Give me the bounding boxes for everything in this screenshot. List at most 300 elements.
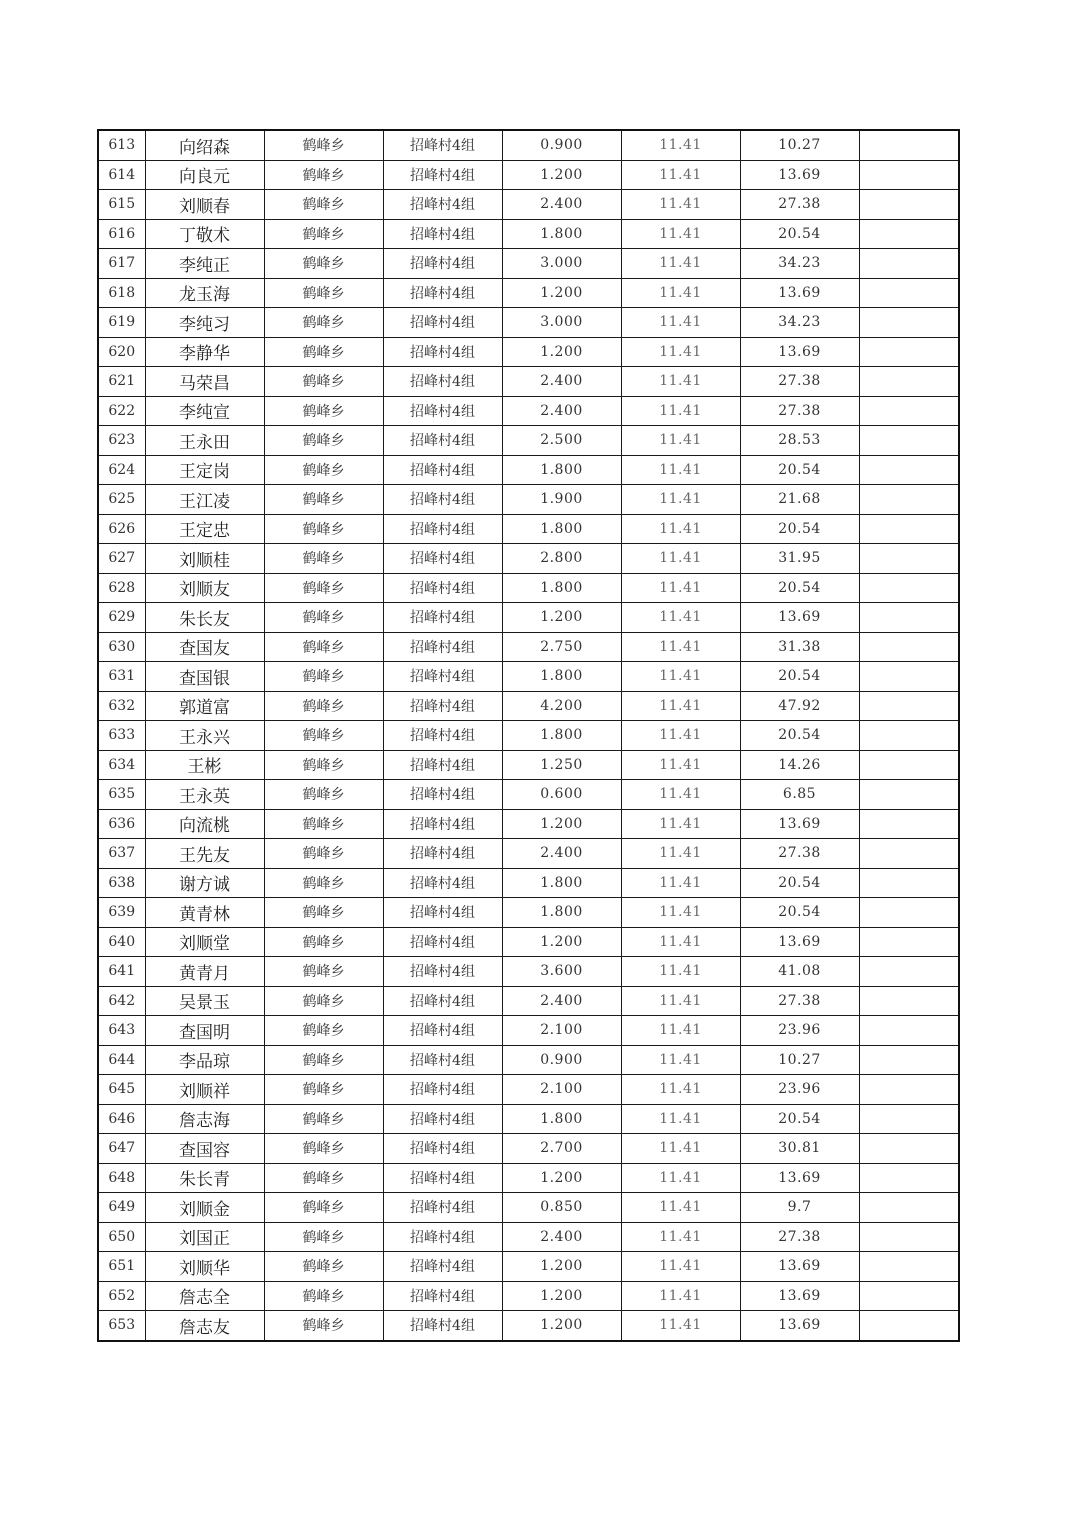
row-number-cell: 653 xyxy=(98,1311,145,1341)
name-cell: 詹志友 xyxy=(145,1311,264,1341)
township-cell: 鹤峰乡 xyxy=(264,1281,383,1311)
table-row xyxy=(98,1281,959,1311)
area-cell: 2.700 xyxy=(502,1134,621,1164)
row-number-cell: 628 xyxy=(98,573,145,603)
table-row xyxy=(98,1222,959,1252)
township-cell: 鹤峰乡 xyxy=(264,278,383,308)
amount-cell: 27.38 xyxy=(740,367,859,397)
area-cell: 4.200 xyxy=(502,691,621,721)
remark-cell xyxy=(859,839,959,869)
township-cell: 鹤峰乡 xyxy=(264,1016,383,1046)
remark-cell xyxy=(859,1281,959,1311)
name-cell: 王永田 xyxy=(145,426,264,456)
remark-cell xyxy=(859,898,959,928)
amount-cell: 20.54 xyxy=(740,1104,859,1134)
village-group-cell: 招峰村4组 xyxy=(383,278,502,308)
remark-cell xyxy=(859,544,959,574)
table-row xyxy=(98,691,959,721)
table-row xyxy=(98,780,959,810)
amount-cell: 10.27 xyxy=(740,1045,859,1075)
name-cell: 查国友 xyxy=(145,632,264,662)
remark-cell xyxy=(859,603,959,633)
amount-cell: 47.92 xyxy=(740,691,859,721)
remark-cell xyxy=(859,1311,959,1341)
row-number-cell: 613 xyxy=(98,130,145,160)
township-cell: 鹤峰乡 xyxy=(264,396,383,426)
remark-cell xyxy=(859,691,959,721)
row-number-cell: 631 xyxy=(98,662,145,692)
township-cell: 鹤峰乡 xyxy=(264,1222,383,1252)
name-cell: 刘顺华 xyxy=(145,1252,264,1282)
unit-price-cell: 11.41 xyxy=(621,367,740,397)
amount-cell: 20.54 xyxy=(740,514,859,544)
unit-price-cell: 11.41 xyxy=(621,1104,740,1134)
township-cell: 鹤峰乡 xyxy=(264,1311,383,1341)
area-cell: 1.200 xyxy=(502,809,621,839)
village-group-cell: 招峰村4组 xyxy=(383,160,502,190)
unit-price-cell: 11.41 xyxy=(621,455,740,485)
name-cell: 查国明 xyxy=(145,1016,264,1046)
village-group-cell: 招峰村4组 xyxy=(383,485,502,515)
area-cell: 1.800 xyxy=(502,573,621,603)
village-group-cell: 招峰村4组 xyxy=(383,1045,502,1075)
township-cell: 鹤峰乡 xyxy=(264,190,383,220)
name-cell: 李纯宣 xyxy=(145,396,264,426)
unit-price-cell: 11.41 xyxy=(621,986,740,1016)
amount-cell: 21.68 xyxy=(740,485,859,515)
remark-cell xyxy=(859,632,959,662)
township-cell: 鹤峰乡 xyxy=(264,337,383,367)
remark-cell xyxy=(859,485,959,515)
area-cell: 1.200 xyxy=(502,160,621,190)
remark-cell xyxy=(859,750,959,780)
row-number-cell: 647 xyxy=(98,1134,145,1164)
name-cell: 王彬 xyxy=(145,750,264,780)
area-cell: 2.100 xyxy=(502,1016,621,1046)
unit-price-cell: 11.41 xyxy=(621,750,740,780)
row-number-cell: 629 xyxy=(98,603,145,633)
row-number-cell: 637 xyxy=(98,839,145,869)
amount-cell: 34.23 xyxy=(740,249,859,279)
remark-cell xyxy=(859,1163,959,1193)
township-cell: 鹤峰乡 xyxy=(264,514,383,544)
unit-price-cell: 11.41 xyxy=(621,721,740,751)
unit-price-cell: 11.41 xyxy=(621,1311,740,1341)
area-cell: 0.900 xyxy=(502,1045,621,1075)
township-cell: 鹤峰乡 xyxy=(264,662,383,692)
unit-price-cell: 11.41 xyxy=(621,898,740,928)
unit-price-cell: 11.41 xyxy=(621,278,740,308)
remark-cell xyxy=(859,1075,959,1105)
area-cell: 3.600 xyxy=(502,957,621,987)
village-group-cell: 招峰村4组 xyxy=(383,249,502,279)
name-cell: 王定忠 xyxy=(145,514,264,544)
township-cell: 鹤峰乡 xyxy=(264,898,383,928)
table-row xyxy=(98,750,959,780)
unit-price-cell: 11.41 xyxy=(621,160,740,190)
unit-price-cell: 11.41 xyxy=(621,1163,740,1193)
row-number-cell: 620 xyxy=(98,337,145,367)
village-group-cell: 招峰村4组 xyxy=(383,1134,502,1164)
table-row xyxy=(98,219,959,249)
area-cell: 2.100 xyxy=(502,1075,621,1105)
name-cell: 王江凌 xyxy=(145,485,264,515)
table-body xyxy=(98,130,959,1341)
remark-cell xyxy=(859,337,959,367)
unit-price-cell: 11.41 xyxy=(621,603,740,633)
township-cell: 鹤峰乡 xyxy=(264,130,383,160)
table-row xyxy=(98,957,959,987)
area-cell: 2.400 xyxy=(502,1222,621,1252)
name-cell: 王永兴 xyxy=(145,721,264,751)
township-cell: 鹤峰乡 xyxy=(264,219,383,249)
remark-cell xyxy=(859,1252,959,1282)
township-cell: 鹤峰乡 xyxy=(264,367,383,397)
unit-price-cell: 11.41 xyxy=(621,1045,740,1075)
amount-cell: 13.69 xyxy=(740,160,859,190)
area-cell: 1.200 xyxy=(502,337,621,367)
village-group-cell: 招峰村4组 xyxy=(383,130,502,160)
row-number-cell: 625 xyxy=(98,485,145,515)
area-cell: 1.900 xyxy=(502,485,621,515)
remark-cell xyxy=(859,662,959,692)
row-number-cell: 650 xyxy=(98,1222,145,1252)
amount-cell: 13.69 xyxy=(740,809,859,839)
row-number-cell: 619 xyxy=(98,308,145,338)
amount-cell: 27.38 xyxy=(740,396,859,426)
township-cell: 鹤峰乡 xyxy=(264,839,383,869)
remark-cell xyxy=(859,190,959,220)
area-cell: 1.200 xyxy=(502,1163,621,1193)
township-cell: 鹤峰乡 xyxy=(264,632,383,662)
unit-price-cell: 11.41 xyxy=(621,426,740,456)
table-row xyxy=(98,278,959,308)
remark-cell xyxy=(859,249,959,279)
township-cell: 鹤峰乡 xyxy=(264,455,383,485)
row-number-cell: 616 xyxy=(98,219,145,249)
unit-price-cell: 11.41 xyxy=(621,780,740,810)
table-row xyxy=(98,721,959,751)
table-row xyxy=(98,603,959,633)
row-number-cell: 618 xyxy=(98,278,145,308)
unit-price-cell: 11.41 xyxy=(621,1222,740,1252)
township-cell: 鹤峰乡 xyxy=(264,485,383,515)
remark-cell xyxy=(859,1134,959,1164)
unit-price-cell: 11.41 xyxy=(621,308,740,338)
name-cell: 詹志全 xyxy=(145,1281,264,1311)
remark-cell xyxy=(859,219,959,249)
unit-price-cell: 11.41 xyxy=(621,337,740,367)
township-cell: 鹤峰乡 xyxy=(264,160,383,190)
name-cell: 李纯正 xyxy=(145,249,264,279)
area-cell: 3.000 xyxy=(502,249,621,279)
name-cell: 刘顺金 xyxy=(145,1193,264,1223)
village-group-cell: 招峰村4组 xyxy=(383,1281,502,1311)
village-group-cell: 招峰村4组 xyxy=(383,662,502,692)
unit-price-cell: 11.41 xyxy=(621,514,740,544)
name-cell: 郭道富 xyxy=(145,691,264,721)
village-group-cell: 招峰村4组 xyxy=(383,750,502,780)
name-cell: 王永英 xyxy=(145,780,264,810)
amount-cell: 34.23 xyxy=(740,308,859,338)
table-row xyxy=(98,160,959,190)
remark-cell xyxy=(859,308,959,338)
village-group-cell: 招峰村4组 xyxy=(383,1222,502,1252)
unit-price-cell: 11.41 xyxy=(621,662,740,692)
row-number-cell: 643 xyxy=(98,1016,145,1046)
village-group-cell: 招峰村4组 xyxy=(383,603,502,633)
amount-cell: 13.69 xyxy=(740,927,859,957)
village-group-cell: 招峰村4组 xyxy=(383,1075,502,1105)
remark-cell xyxy=(859,1104,959,1134)
village-group-cell: 招峰村4组 xyxy=(383,367,502,397)
table-row xyxy=(98,249,959,279)
township-cell: 鹤峰乡 xyxy=(264,249,383,279)
unit-price-cell: 11.41 xyxy=(621,839,740,869)
unit-price-cell: 11.41 xyxy=(621,573,740,603)
table-row xyxy=(98,367,959,397)
remark-cell xyxy=(859,396,959,426)
amount-cell: 20.54 xyxy=(740,898,859,928)
table-row xyxy=(98,1163,959,1193)
table-row xyxy=(98,662,959,692)
village-group-cell: 招峰村4组 xyxy=(383,898,502,928)
amount-cell: 30.81 xyxy=(740,1134,859,1164)
township-cell: 鹤峰乡 xyxy=(264,691,383,721)
area-cell: 0.850 xyxy=(502,1193,621,1223)
table-row xyxy=(98,130,959,160)
amount-cell: 14.26 xyxy=(740,750,859,780)
remark-cell xyxy=(859,1193,959,1223)
village-group-cell: 招峰村4组 xyxy=(383,455,502,485)
row-number-cell: 640 xyxy=(98,927,145,957)
village-group-cell: 招峰村4组 xyxy=(383,190,502,220)
unit-price-cell: 11.41 xyxy=(621,1075,740,1105)
table-row xyxy=(98,544,959,574)
amount-cell: 31.95 xyxy=(740,544,859,574)
area-cell: 1.800 xyxy=(502,898,621,928)
area-cell: 1.200 xyxy=(502,278,621,308)
township-cell: 鹤峰乡 xyxy=(264,750,383,780)
township-cell: 鹤峰乡 xyxy=(264,986,383,1016)
row-number-cell: 639 xyxy=(98,898,145,928)
unit-price-cell: 11.41 xyxy=(621,485,740,515)
row-number-cell: 649 xyxy=(98,1193,145,1223)
name-cell: 詹志海 xyxy=(145,1104,264,1134)
amount-cell: 13.69 xyxy=(740,1252,859,1282)
village-group-cell: 招峰村4组 xyxy=(383,632,502,662)
remark-cell xyxy=(859,367,959,397)
township-cell: 鹤峰乡 xyxy=(264,603,383,633)
amount-cell: 27.38 xyxy=(740,986,859,1016)
area-cell: 2.400 xyxy=(502,839,621,869)
row-number-cell: 642 xyxy=(98,986,145,1016)
village-group-cell: 招峰村4组 xyxy=(383,780,502,810)
table-row xyxy=(98,1134,959,1164)
row-number-cell: 617 xyxy=(98,249,145,279)
table-row xyxy=(98,632,959,662)
name-cell: 向绍森 xyxy=(145,130,264,160)
name-cell: 查国银 xyxy=(145,662,264,692)
amount-cell: 13.69 xyxy=(740,1311,859,1341)
village-group-cell: 招峰村4组 xyxy=(383,1193,502,1223)
amount-cell: 13.69 xyxy=(740,1163,859,1193)
row-number-cell: 621 xyxy=(98,367,145,397)
remark-cell xyxy=(859,278,959,308)
area-cell: 1.800 xyxy=(502,455,621,485)
name-cell: 马荣昌 xyxy=(145,367,264,397)
name-cell: 刘顺春 xyxy=(145,190,264,220)
area-cell: 1.800 xyxy=(502,1104,621,1134)
row-number-cell: 644 xyxy=(98,1045,145,1075)
area-cell: 2.400 xyxy=(502,986,621,1016)
name-cell: 查国容 xyxy=(145,1134,264,1164)
remark-cell xyxy=(859,868,959,898)
remark-cell xyxy=(859,1222,959,1252)
township-cell: 鹤峰乡 xyxy=(264,780,383,810)
area-cell: 2.400 xyxy=(502,396,621,426)
area-cell: 2.750 xyxy=(502,632,621,662)
amount-cell: 20.54 xyxy=(740,721,859,751)
township-cell: 鹤峰乡 xyxy=(264,1252,383,1282)
unit-price-cell: 11.41 xyxy=(621,130,740,160)
township-cell: 鹤峰乡 xyxy=(264,544,383,574)
remark-cell xyxy=(859,721,959,751)
amount-cell: 10.27 xyxy=(740,130,859,160)
unit-price-cell: 11.41 xyxy=(621,957,740,987)
area-cell: 2.500 xyxy=(502,426,621,456)
remark-cell xyxy=(859,514,959,544)
village-group-cell: 招峰村4组 xyxy=(383,308,502,338)
name-cell: 谢方诚 xyxy=(145,868,264,898)
village-group-cell: 招峰村4组 xyxy=(383,927,502,957)
row-number-cell: 638 xyxy=(98,868,145,898)
name-cell: 黄青月 xyxy=(145,957,264,987)
table-row xyxy=(98,1311,959,1341)
row-number-cell: 652 xyxy=(98,1281,145,1311)
unit-price-cell: 11.41 xyxy=(621,809,740,839)
village-group-cell: 招峰村4组 xyxy=(383,839,502,869)
table-row xyxy=(98,839,959,869)
table-row xyxy=(98,868,959,898)
remark-cell xyxy=(859,426,959,456)
township-cell: 鹤峰乡 xyxy=(264,308,383,338)
area-cell: 0.600 xyxy=(502,780,621,810)
amount-cell: 23.96 xyxy=(740,1075,859,1105)
amount-cell: 27.38 xyxy=(740,1222,859,1252)
area-cell: 1.800 xyxy=(502,721,621,751)
table-row xyxy=(98,927,959,957)
unit-price-cell: 11.41 xyxy=(621,927,740,957)
unit-price-cell: 11.41 xyxy=(621,1016,740,1046)
village-group-cell: 招峰村4组 xyxy=(383,219,502,249)
name-cell: 李品琼 xyxy=(145,1045,264,1075)
name-cell: 向流桃 xyxy=(145,809,264,839)
remark-cell xyxy=(859,130,959,160)
unit-price-cell: 11.41 xyxy=(621,632,740,662)
village-group-cell: 招峰村4组 xyxy=(383,868,502,898)
table-row xyxy=(98,1252,959,1282)
row-number-cell: 615 xyxy=(98,190,145,220)
village-group-cell: 招峰村4组 xyxy=(383,1104,502,1134)
table-row xyxy=(98,455,959,485)
table-row xyxy=(98,986,959,1016)
remark-cell xyxy=(859,573,959,603)
amount-cell: 23.96 xyxy=(740,1016,859,1046)
row-number-cell: 622 xyxy=(98,396,145,426)
area-cell: 1.200 xyxy=(502,927,621,957)
amount-cell: 20.54 xyxy=(740,868,859,898)
area-cell: 1.200 xyxy=(502,1252,621,1282)
village-group-cell: 招峰村4组 xyxy=(383,1252,502,1282)
village-group-cell: 招峰村4组 xyxy=(383,544,502,574)
area-cell: 1.250 xyxy=(502,750,621,780)
table-row xyxy=(98,898,959,928)
row-number-cell: 641 xyxy=(98,957,145,987)
unit-price-cell: 11.41 xyxy=(621,219,740,249)
name-cell: 朱长青 xyxy=(145,1163,264,1193)
amount-cell: 20.54 xyxy=(740,662,859,692)
amount-cell: 20.54 xyxy=(740,219,859,249)
village-group-cell: 招峰村4组 xyxy=(383,1311,502,1341)
township-cell: 鹤峰乡 xyxy=(264,868,383,898)
unit-price-cell: 11.41 xyxy=(621,1193,740,1223)
row-number-cell: 624 xyxy=(98,455,145,485)
township-cell: 鹤峰乡 xyxy=(264,573,383,603)
area-cell: 1.800 xyxy=(502,219,621,249)
table-row xyxy=(98,1104,959,1134)
row-number-cell: 626 xyxy=(98,514,145,544)
row-number-cell: 614 xyxy=(98,160,145,190)
amount-cell: 13.69 xyxy=(740,603,859,633)
table-row xyxy=(98,337,959,367)
amount-cell: 6.85 xyxy=(740,780,859,810)
name-cell: 龙玉海 xyxy=(145,278,264,308)
table-row xyxy=(98,396,959,426)
area-cell: 2.400 xyxy=(502,367,621,397)
table-row xyxy=(98,308,959,338)
unit-price-cell: 11.41 xyxy=(621,249,740,279)
row-number-cell: 633 xyxy=(98,721,145,751)
name-cell: 丁敬术 xyxy=(145,219,264,249)
table-row xyxy=(98,1193,959,1223)
township-cell: 鹤峰乡 xyxy=(264,426,383,456)
data-table xyxy=(97,129,960,1342)
unit-price-cell: 11.41 xyxy=(621,190,740,220)
row-number-cell: 623 xyxy=(98,426,145,456)
remark-cell xyxy=(859,927,959,957)
area-cell: 1.200 xyxy=(502,603,621,633)
township-cell: 鹤峰乡 xyxy=(264,1104,383,1134)
table-row xyxy=(98,1045,959,1075)
area-cell: 3.000 xyxy=(502,308,621,338)
name-cell: 朱长友 xyxy=(145,603,264,633)
remark-cell xyxy=(859,780,959,810)
amount-cell: 20.54 xyxy=(740,573,859,603)
village-group-cell: 招峰村4组 xyxy=(383,809,502,839)
name-cell: 刘顺堂 xyxy=(145,927,264,957)
township-cell: 鹤峰乡 xyxy=(264,809,383,839)
document-page xyxy=(97,129,960,1342)
row-number-cell: 630 xyxy=(98,632,145,662)
township-cell: 鹤峰乡 xyxy=(264,1045,383,1075)
unit-price-cell: 11.41 xyxy=(621,868,740,898)
township-cell: 鹤峰乡 xyxy=(264,1075,383,1105)
amount-cell: 31.38 xyxy=(740,632,859,662)
remark-cell xyxy=(859,455,959,485)
row-number-cell: 648 xyxy=(98,1163,145,1193)
table-row xyxy=(98,1075,959,1105)
